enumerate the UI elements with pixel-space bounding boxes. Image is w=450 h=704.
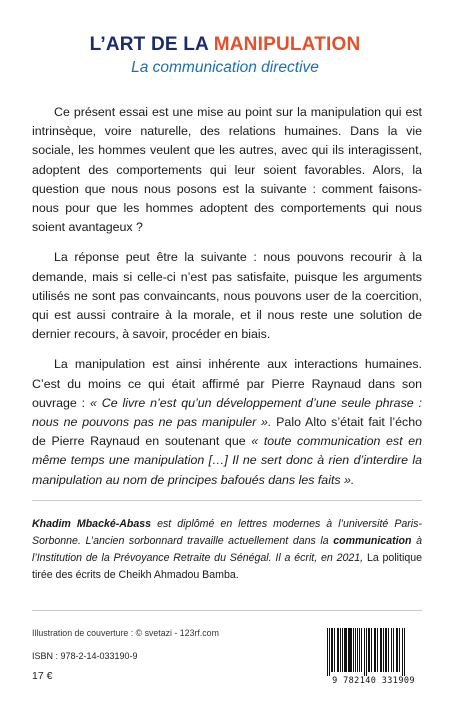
isbn: ISBN : 978-2-14-033190-9: [32, 651, 138, 661]
p3-text-1: La manipulation est ainsi inhérente aux interactions humaines. C’est du moins ce qui était affirmé par Pierre Raynaud dans son ouvrage :: [32, 357, 422, 410]
title-part-1: L’ART DE LA: [89, 34, 214, 55]
barcode-bars: [321, 626, 426, 676]
price: 17 €: [32, 670, 53, 682]
p3-text-2: Palo Alto s’était fait l’écho de Pierre Raynaud en soutenant que: [32, 415, 422, 449]
header: [0, 34, 450, 77]
bio-bold-1: communication: [333, 535, 412, 547]
blurb-text: [32, 103, 422, 501]
quote-palo-alto: « toute communication est en même temps une manipulation […] Il ne sert donc à rien d’interdire la manipulation au nom de principes bafoués dans les faits ».: [32, 434, 422, 487]
barcode-digits: 9 782140 331909: [332, 676, 415, 686]
blurb-paragraph-2: La réponse peut être la suivante : nous pouvons recourir à la demande, mais si celle-ci n’est pas satisfaite, puisque les arguments utilisés ne sont pas convaincants, nous pouvons user de la coercition, qui est aussi contraire à la morale, et il nous reste une solution de dernier recours, à savoir, procéder en biais.: [32, 250, 422, 342]
bio-book-title: La politique tirée des écrits de Cheikh Ahmadou Bamba.: [32, 552, 422, 581]
cover-credit: Illustration de couverture : © svetazi - 123rf.com: [32, 628, 219, 638]
divider-bottom: [32, 610, 422, 611]
book-subtitle: La communication directive: [131, 59, 319, 76]
bio-text-2: à l’Institution de la Prévoyance Retraite du Sénégal. Il a écrit, en 2021,: [32, 535, 422, 564]
quote-raynaud: « Ce livre n’est qu’un développement d’une seule phrase : nous ne pouvons pas ne pas manipuler ».: [32, 395, 423, 430]
blurb-paragraph-1: Ce présent essai est une mise au point sur la manipulation qui est intrinsèque, voire naturelle, des relations humaines. Dans la vie sociale, les hommes veulent que les autres, avec qui ils interagissent, adoptent des comportements qui leur soient favorables. Alors, la question que nous nous posons est la suivante : comment faisons-nous pour que les hommes adoptent des comportements qui nous soient avantageux ?: [32, 105, 422, 235]
bio-text-1: est diplômé en lettres modernes à l’université Paris-Sorbonne. L’ancien sorbonnard travaille actuellement dans la: [32, 518, 422, 547]
author-bio: [32, 516, 422, 584]
divider-top: [32, 500, 422, 501]
blurb-paragraph-3: [32, 355, 422, 489]
author-name: Khadim Mbacké-Abass: [32, 518, 152, 530]
book-title: [0, 34, 450, 56]
title-part-2: MANIPULATION: [213, 34, 361, 55]
